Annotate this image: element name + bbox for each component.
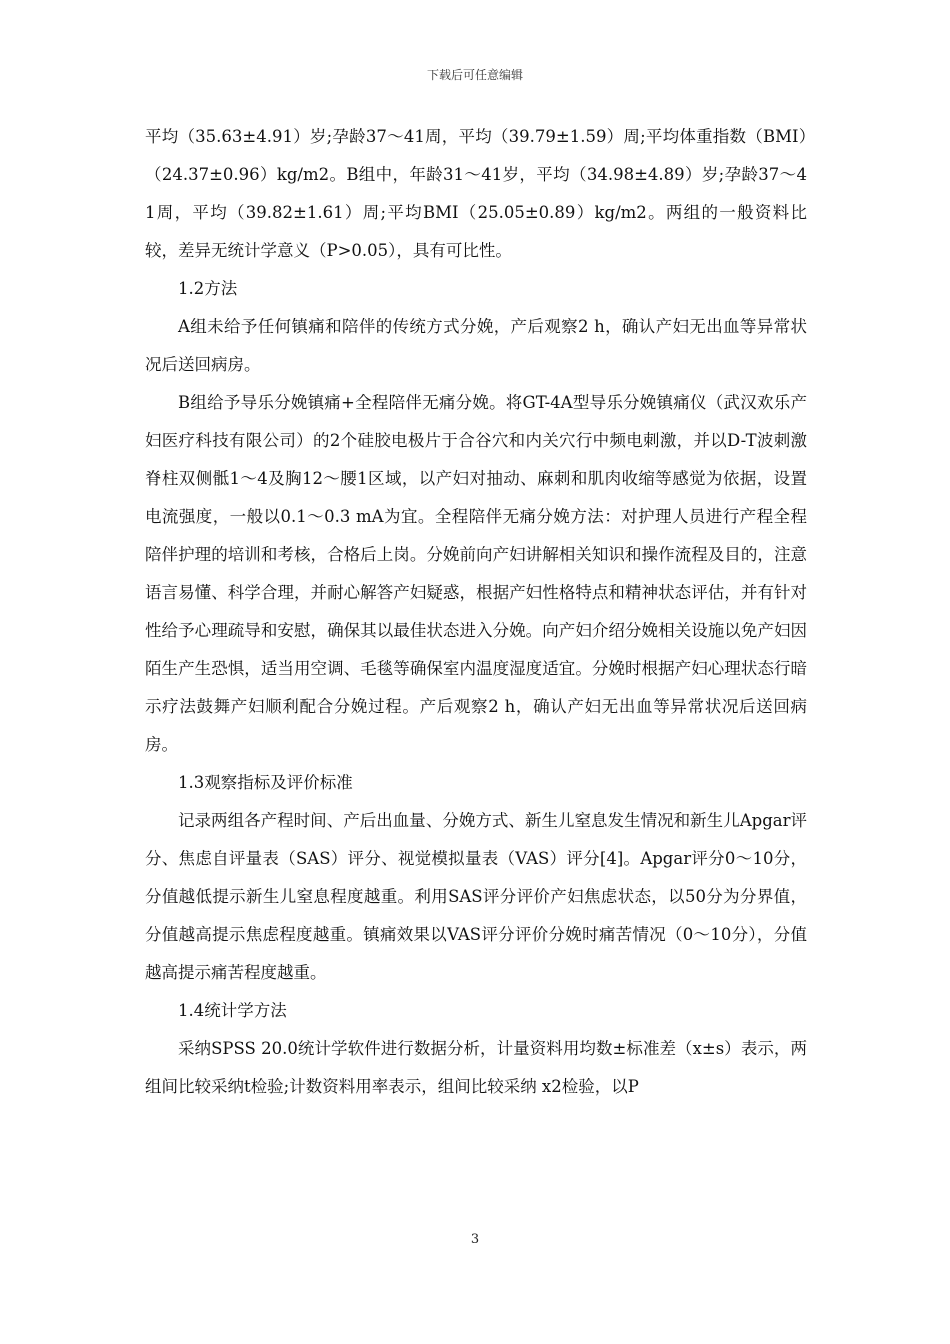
- paragraph-baseline-data: 平均（35.63±4.91）岁;孕龄37～41周，平均（39.79±1.59）周;平均体重指数（BMI）（24.37±0.96）kg/m2。B组中，年龄31～41岁，平均（34.98±4.89）岁;孕龄37～41周，平均（39.82±1.61）周;平均BMI（25.05±0.89）kg/m2。两组的一般资料比较，差异无统计学意义（P>0.05），具有可比性。: [145, 127, 807, 260]
- page-number: 3: [470, 1232, 480, 1247]
- section-heading-indicators: 1.3观察指标及评价标准: [178, 773, 353, 792]
- section-heading-statistics: 1.4统计学方法: [178, 1001, 287, 1020]
- page-header-note: 下载后可任意编辑: [426, 68, 523, 82]
- section-heading-methods: 1.2方法: [178, 279, 238, 298]
- paragraph-indicators: 记录两组各产程时间、产后出血量、分娩方式、新生儿窒息发生情况和新生儿Apgar评分、焦虑自评量表（SAS）评分、视觉模拟量表（VAS）评分[4]。Apgar评分0～10分，分值越低提示新生儿窒息程度越重。利用SAS评分评价产妇焦虑状态，以50分为分界值，分值越高提示焦虑程度越重。镇痛效果以VAS评分评价分娩时痛苦情况（0～10分），分值越高提示痛苦程度越重。: [145, 811, 807, 982]
- paragraph-statistics: 采纳SPSS 20.0统计学软件进行数据分析，计量资料用均数±标准差（x±s）表示，两组间比较采纳t检验;计数资料用率表示，组间比较采纳 x2检验，以P: [145, 1039, 807, 1096]
- paragraph-group-a: A组未给予任何镇痛和陪伴的传统方式分娩，产后观察2 h，确认产妇无出血等异常状况后送回病房。: [145, 317, 807, 374]
- paragraph-group-b: B组给予导乐分娩镇痛+全程陪伴无痛分娩。将GT-4A型导乐分娩镇痛仪（武汉欢乐产妇医疗科技有限公司）的2个硅胶电极片于合谷穴和内关穴行中频电刺激，并以D-T波刺激脊柱双侧骶1～4及胸12～腰1区域，以产妇对抽动、麻刺和肌肉收缩等感觉为依据，设置电流强度，一般以0.1～0.3 mA为宜。全程陪伴无痛分娩方法：对护理人员进行产程全程陪伴护理的培训和考核，合格后上岗。分娩前向产妇讲解相关知识和操作流程及目的，注意语言易懂、科学合理，并耐心解答产妇疑惑，根据产妇性格特点和精神状态评估，并有针对性给予心理疏导和安慰，确保其以最佳状态进入分娩。向产妇介绍分娩相关设施以免产妇因陌生产生恐惧，适当用空调、毛毯等确保室内温度湿度适宜。分娩时根据产妇心理状态行暗示疗法鼓舞产妇顺利配合分娩过程。产后观察2 h，确认产妇无出血等异常状况后送回病房。: [145, 393, 807, 754]
- document-body: [145, 118, 807, 1106]
